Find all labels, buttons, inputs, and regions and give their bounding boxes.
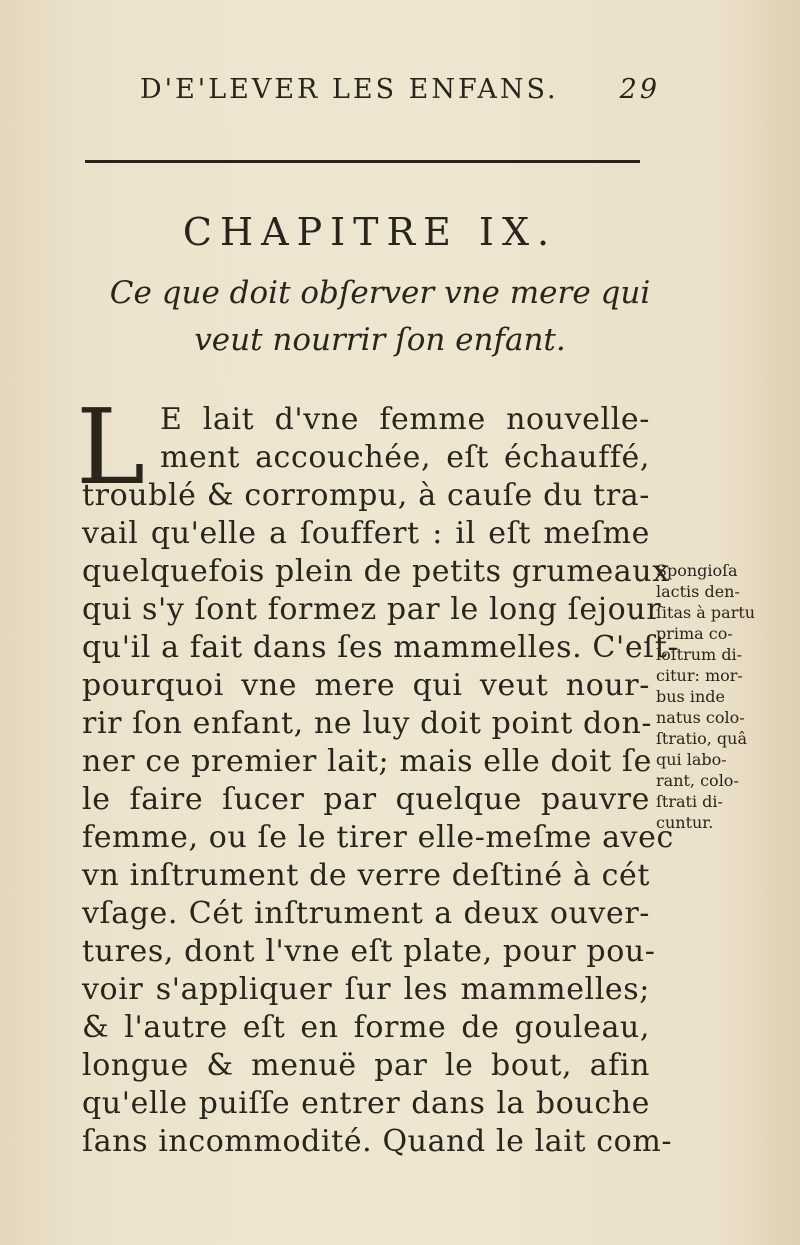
margin-note-line: Spongioſa <box>656 561 738 580</box>
body-line: E lait d'vne femme nouvelle- <box>160 402 650 437</box>
margin-note-line: ſtratio, quâ <box>656 729 747 748</box>
margin-note-line: rant, colo- <box>656 771 739 790</box>
body-line: troublé & corrompu, à cauſe du tra- <box>82 478 650 513</box>
drop-cap: L <box>76 386 146 508</box>
body-line: qu'elle puiſſe entrer dans la bouche <box>82 1086 650 1121</box>
margin-note-line: lactis den- <box>656 582 740 601</box>
margin-note-line: ſtrati di- <box>656 792 723 811</box>
margin-note-line: cuntur. <box>656 813 714 832</box>
body-line: voir s'appliquer ſur les mammelles; <box>82 972 650 1007</box>
body-line: vſage. Cét inſtrument a deux ouver- <box>82 896 650 931</box>
body-line: pourquoi vne mere qui veut nour- <box>82 668 650 703</box>
chapter-subtitle-line-2: veut nourrir ſon enfant. <box>194 322 566 358</box>
body-line: quelquefois plein de petits grumeaux <box>82 554 670 589</box>
chapter-title: CHAPITRE IX. <box>182 210 558 254</box>
chapter-subtitle-line-1: Ce que doit obſerver vne mere qui <box>109 275 651 311</box>
margin-note-line: natus colo- <box>656 708 745 727</box>
body-line: rir ſon enfant, ne luy doit point don- <box>82 706 653 741</box>
page-number: 29 <box>619 74 660 105</box>
running-head-title: D'E'LEVER LES ENFANS. <box>140 74 559 105</box>
body-line: longue & menuë par le bout, afin <box>82 1048 650 1083</box>
body-line: le faire ſucer par quelque pauvre <box>82 782 650 817</box>
body-line: femme, ou ſe le tirer elle-meſme avec <box>82 820 674 855</box>
header-rule <box>85 160 640 163</box>
margin-note-line: prima co- <box>656 624 733 643</box>
body-line: tures, dont l'vne eſt plate, pour pou- <box>82 934 656 969</box>
margin-note-line: ſitas à partu <box>656 603 756 622</box>
body-line: vail qu'elle a ſouffert : il eſt meſme <box>82 516 650 551</box>
margin-note-line: qui labo- <box>656 750 727 769</box>
body-line: ſans incommodité. Quand le lait com- <box>82 1124 673 1159</box>
margin-note-line: citur: mor- <box>656 666 743 685</box>
body-line: qu'il a fait dans ſes mammelles. C'eſt- <box>82 630 679 665</box>
margin-note <box>656 560 796 833</box>
body-line: ment accouchée, eſt échauffé, <box>160 440 650 475</box>
margin-note-line: loſtrum di- <box>656 645 743 664</box>
body-line: & l'autre eſt en forme de gouleau, <box>82 1010 650 1045</box>
margin-note-line: bus inde <box>656 687 725 706</box>
body-line: ner ce premier lait; mais elle doit ſe <box>82 744 652 779</box>
body-line: vn inſtrument de verre deſtiné à cét <box>82 858 650 893</box>
body-line: qui s'y ſont formez par le long ſejour <box>82 592 662 627</box>
